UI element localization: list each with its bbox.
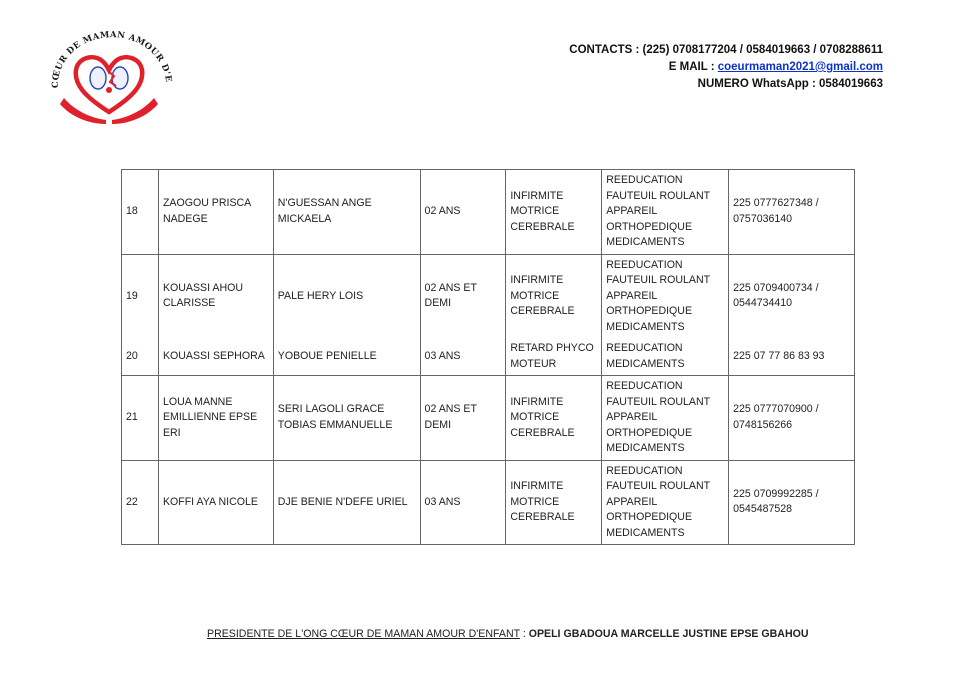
cell-needs — [602, 170, 729, 255]
cell-parent — [158, 254, 273, 338]
cell-num: 18 — [122, 170, 159, 255]
cell-line: NADEGE — [162, 212, 208, 225]
cell-line: APPAREIL — [606, 411, 658, 423]
heart-icon — [76, 57, 142, 112]
cell-age — [420, 170, 506, 255]
cell-line: CEREBRALE — [510, 426, 575, 439]
cell-condition — [506, 376, 602, 461]
cell-line: REEDUCATION — [606, 380, 683, 392]
cell-line: INFIRMITE — [510, 480, 564, 492]
footer-signature — [207, 628, 809, 640]
left-hand-icon — [60, 98, 106, 124]
cell-line: DJE BENIE N'DEFE URIEL — [277, 495, 408, 508]
cell-needs — [602, 460, 729, 545]
cell-line: APPAREIL — [606, 205, 658, 217]
cell-line: ORTHOPEDIQUE — [606, 426, 693, 439]
cell-line: 03 ANS — [424, 349, 461, 362]
cell-child — [273, 170, 420, 255]
cell-parent — [158, 170, 273, 255]
cell-line: REEDUCATION — [606, 342, 683, 354]
cell-age — [420, 338, 506, 376]
cell-line: CEREBRALE — [510, 305, 575, 317]
cell-needs — [602, 338, 729, 376]
cell-num: 20 — [122, 338, 159, 376]
cell-line: 225 0777070900 / — [733, 403, 819, 416]
cell-line: 02 ANS ET — [424, 403, 477, 416]
cell-phone — [729, 254, 855, 338]
svg-text:CŒUR DE MAMAN AMOUR D'ENFANT — [44, 26, 173, 88]
cell-line: INFIRMITE — [510, 189, 564, 202]
cell-line: CEREBRALE — [510, 511, 575, 523]
table-row — [122, 254, 855, 338]
cell-line: CEREBRALE — [510, 220, 575, 233]
cell-line: REEDUCATION — [606, 464, 683, 477]
cell-line: INFIRMITE — [510, 274, 564, 286]
cell-line: FAUTEUIL ROULANT — [606, 189, 711, 202]
cell-line: FAUTEUIL ROULANT — [606, 274, 711, 286]
cell-condition — [506, 460, 602, 545]
cell-line: DEMI — [424, 297, 452, 310]
cell-line: 03 ANS — [424, 495, 461, 508]
cell-line: RETARD PHYCO — [510, 342, 594, 354]
cell-line: MEDICAMENTS — [606, 236, 685, 248]
cell-line: ORTHOPEDIQUE — [606, 305, 693, 317]
cell-line: APPAREIL — [606, 495, 658, 508]
cell-line: 0544734410 — [733, 297, 793, 310]
beneficiaries-table — [121, 169, 855, 545]
cell-child — [273, 460, 420, 545]
cell-line: MEDICAMENTS — [606, 320, 685, 333]
cell-line: CLARISSE — [162, 297, 216, 310]
cell-line: KOUASSI AHOU — [162, 281, 244, 294]
cell-parent — [158, 460, 273, 545]
cell-child — [273, 254, 420, 338]
cell-num: 21 — [122, 376, 159, 461]
cell-line: ERI — [162, 426, 181, 439]
cell-line: ORTHOPEDIQUE — [606, 220, 693, 233]
president-name: OPELI GBADOUA MARCELLE JUSTINE EPSE GBAHOU — [528, 628, 809, 640]
cell-line: REEDUCATION — [606, 258, 683, 271]
cell-line: 0748156266 — [733, 418, 793, 431]
cell-condition — [506, 254, 602, 338]
contacts-phones: CONTACTS : (225) 0708177204 / 0584019663 / 0708288611 — [569, 44, 883, 56]
cell-line: 225 0777627348 / — [733, 197, 819, 210]
cell-child — [273, 376, 420, 461]
cell-age — [420, 254, 506, 338]
cell-line: 0757036140 — [733, 212, 793, 225]
cell-child — [273, 338, 420, 376]
cell-line: PALE HERY LOIS — [277, 289, 364, 302]
cell-age — [420, 460, 506, 545]
cell-line: 02 ANS ET — [424, 281, 477, 294]
cell-num: 19 — [122, 254, 159, 338]
logo-arc-text: CŒUR DE MAMAN AMOUR D'E — [50, 30, 174, 89]
cell-line: MEDICAMENTS — [606, 526, 685, 539]
cell-line: MOTRICE — [510, 411, 560, 423]
cell-age — [420, 376, 506, 461]
cell-line: 225 0709992285 / — [733, 487, 819, 500]
contacts-whatsapp: NUMERO WhatsApp : 0584019663 — [697, 78, 883, 90]
cell-line: YOBOUE PENIELLE — [277, 349, 377, 362]
cell-parent — [158, 376, 273, 461]
cell-line: MOTRICE — [510, 289, 560, 302]
cell-line: KOUASSI SEPHORA — [162, 349, 265, 362]
cell-line: ZAOGOU PRISCA — [162, 197, 252, 210]
cell-line: MEDICAMENTS — [606, 357, 685, 370]
ngo-logo — [44, 26, 174, 126]
mother-figure-icon — [90, 67, 106, 89]
cell-phone — [729, 338, 855, 376]
cell-needs — [602, 376, 729, 461]
cell-needs — [602, 254, 729, 338]
cell-line: FAUTEUIL ROULANT — [606, 395, 711, 408]
table-row — [122, 376, 855, 461]
contacts-email — [569, 59, 883, 76]
cell-line: DEMI — [424, 418, 452, 431]
right-hand-icon — [112, 98, 158, 124]
table-row — [122, 460, 855, 545]
cell-line: N'GUESSAN ANGE — [277, 197, 372, 210]
cell-line: MEDICAMENTS — [606, 442, 685, 454]
cell-line: MICKAELA — [277, 212, 332, 225]
cell-line: MOTRICE — [510, 205, 560, 217]
cell-parent — [158, 338, 273, 376]
cell-line: FAUTEUIL ROULANT — [606, 480, 711, 492]
table-row — [122, 170, 855, 255]
cell-line: ORTHOPEDIQUE — [606, 511, 693, 523]
cell-line: TOBIAS EMMANUELLE — [277, 418, 393, 431]
cell-line: 0545487528 — [733, 503, 793, 516]
cell-line: EMILLIENNE EPSE — [162, 411, 258, 423]
cell-line: MOTEUR — [510, 357, 557, 370]
table-row — [122, 338, 855, 376]
cell-line: REEDUCATION — [606, 174, 683, 186]
email-label: E MAIL : — [668, 61, 718, 73]
cell-phone — [729, 170, 855, 255]
footer-label: PRESIDENTE DE L'ONG CŒUR DE MAMAN AMOUR D'ENFANT — [207, 628, 520, 640]
cell-line: 225 07 77 86 83 93 — [733, 349, 825, 362]
cell-line: KOFFI AYA NICOLE — [162, 495, 258, 508]
cell-phone — [729, 460, 855, 545]
cell-num: 22 — [122, 460, 159, 545]
cell-phone — [729, 376, 855, 461]
cell-line: LOUA MANNE — [162, 395, 233, 408]
cell-line: 02 ANS — [424, 205, 461, 217]
email-link[interactable]: coeurmaman2021@gmail.com — [717, 61, 883, 73]
footer-separator: : — [519, 628, 529, 640]
cell-line: INFIRMITE — [510, 395, 564, 408]
contacts-block — [569, 42, 883, 93]
cell-condition — [506, 338, 602, 376]
cell-line: SERI LAGOLI GRACE — [277, 403, 385, 416]
cell-condition — [506, 170, 602, 255]
cell-line: APPAREIL — [606, 289, 658, 302]
cell-line: 225 0709400734 / — [733, 281, 819, 294]
cell-line: MOTRICE — [510, 495, 560, 508]
